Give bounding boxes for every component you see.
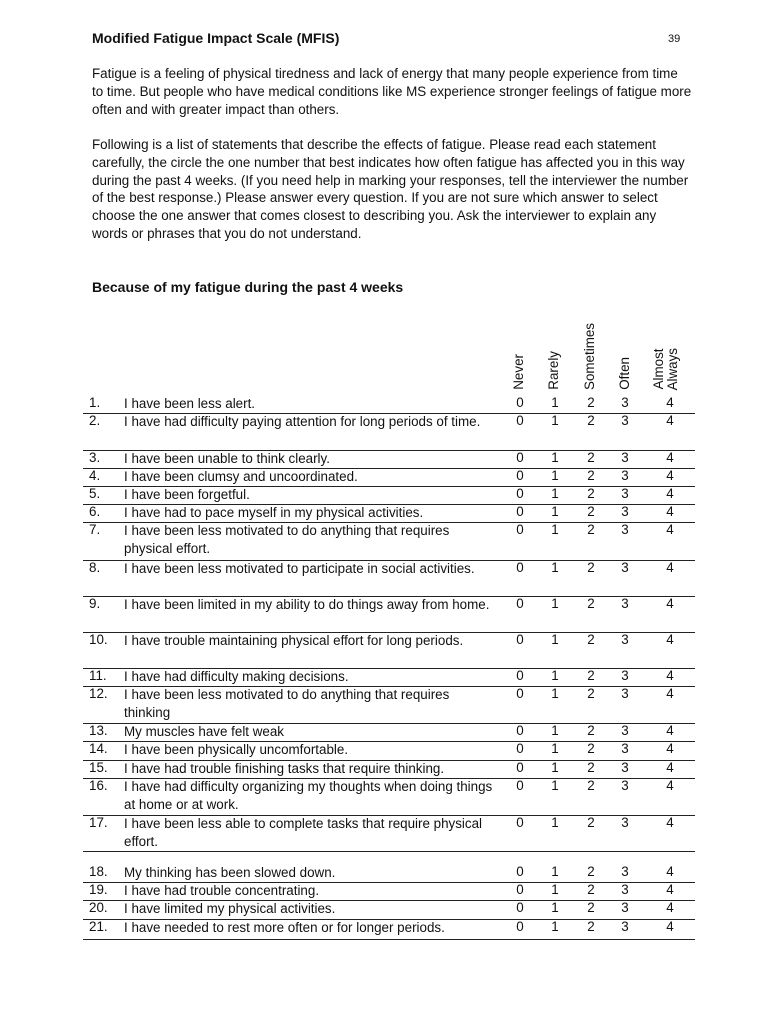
item-number: 15. bbox=[89, 760, 108, 775]
response-option-2[interactable]: 2 bbox=[587, 900, 595, 915]
response-option-1[interactable]: 1 bbox=[551, 815, 559, 830]
table-row bbox=[83, 815, 695, 852]
item-number: 13. bbox=[89, 723, 108, 738]
response-option-3[interactable]: 3 bbox=[621, 632, 629, 647]
response-option-3[interactable]: 3 bbox=[621, 778, 629, 793]
table-row bbox=[83, 864, 695, 883]
column-header-label: Never bbox=[511, 354, 526, 390]
intro-paragraph-2: Following is a list of statements that describe the effects of fatigue. Please read each statement carefully, the circle the one number that best indicates how often fatigue has affected you in this way during the past 4 weeks. (If you need help in marking your responses, tell the interviewer the number of the best response.) Please answer every question. If you are not sure which answer to select choose the one answer that comes closest to describing you. Ask the interviewer to explain any words or phrases that you do not understand. bbox=[92, 137, 689, 241]
response-option-2[interactable]: 2 bbox=[587, 413, 595, 428]
response-option-0[interactable]: 0 bbox=[516, 882, 524, 897]
item-statement: I have been limited in my ability to do things away from home. bbox=[124, 597, 490, 612]
response-option-0[interactable]: 0 bbox=[516, 815, 524, 830]
item-statement: I have been physically uncomfortable. bbox=[124, 742, 349, 757]
response-option-2[interactable]: 2 bbox=[587, 596, 595, 611]
item-number: 10. bbox=[89, 632, 108, 647]
response-option-4[interactable]: 4 bbox=[666, 504, 674, 519]
response-option-2[interactable]: 2 bbox=[587, 504, 595, 519]
item-number: 18. bbox=[89, 864, 108, 879]
table-row bbox=[83, 522, 695, 561]
response-option-1[interactable]: 1 bbox=[551, 522, 559, 537]
table-row bbox=[83, 504, 695, 523]
response-option-4[interactable]: 4 bbox=[666, 919, 674, 934]
item-statement: I have been less alert. bbox=[124, 396, 256, 411]
column-header-label: Sometimes bbox=[582, 323, 597, 390]
table-row bbox=[83, 413, 695, 451]
response-option-4[interactable]: 4 bbox=[666, 686, 674, 701]
response-option-0[interactable]: 0 bbox=[516, 919, 524, 934]
response-option-4[interactable]: 4 bbox=[666, 468, 674, 483]
response-option-2[interactable]: 2 bbox=[587, 686, 595, 701]
response-option-0[interactable]: 0 bbox=[516, 668, 524, 683]
table-row bbox=[83, 468, 695, 487]
item-statement: I have limited my physical activities. bbox=[124, 901, 336, 916]
response-option-2[interactable]: 2 bbox=[587, 468, 595, 483]
table-row bbox=[83, 560, 695, 597]
table-row bbox=[83, 596, 695, 633]
response-option-0[interactable]: 0 bbox=[516, 468, 524, 483]
item-number: 20. bbox=[89, 900, 108, 915]
response-option-3[interactable]: 3 bbox=[621, 882, 629, 897]
item-number: 12. bbox=[89, 686, 108, 701]
response-option-4[interactable]: 4 bbox=[666, 723, 674, 738]
response-option-0[interactable]: 0 bbox=[516, 486, 524, 501]
response-option-1[interactable]: 1 bbox=[551, 778, 559, 793]
item-number: 6. bbox=[89, 504, 101, 519]
response-option-2[interactable]: 2 bbox=[587, 560, 595, 575]
response-option-4[interactable]: 4 bbox=[666, 632, 674, 647]
response-option-2[interactable]: 2 bbox=[587, 486, 595, 501]
item-statement: I have had to pace myself in my physical activities. bbox=[124, 505, 424, 520]
column-header-label: Almost Always bbox=[651, 347, 680, 390]
table-row bbox=[83, 919, 695, 940]
table-row bbox=[83, 486, 695, 505]
table-row bbox=[83, 632, 695, 669]
response-option-0[interactable]: 0 bbox=[516, 596, 524, 611]
item-number: 2. bbox=[89, 413, 101, 428]
column-header-3 bbox=[618, 300, 636, 390]
item-number: 16. bbox=[89, 778, 108, 793]
response-option-2[interactable]: 2 bbox=[587, 395, 595, 410]
response-option-1[interactable]: 1 bbox=[551, 632, 559, 647]
response-option-2[interactable]: 2 bbox=[587, 668, 595, 683]
column-header-1 bbox=[547, 300, 565, 390]
response-option-2[interactable]: 2 bbox=[587, 882, 595, 897]
response-option-1[interactable]: 1 bbox=[551, 919, 559, 934]
response-option-3[interactable]: 3 bbox=[621, 486, 629, 501]
item-statement: My muscles have felt weak bbox=[124, 724, 285, 739]
response-option-4[interactable]: 4 bbox=[666, 413, 674, 428]
response-option-0[interactable]: 0 bbox=[516, 864, 524, 879]
response-option-3[interactable]: 3 bbox=[621, 468, 629, 483]
response-option-0[interactable]: 0 bbox=[516, 504, 524, 519]
item-statement: I have had difficulty making decisions. bbox=[124, 669, 349, 684]
table-row bbox=[83, 686, 695, 724]
item-number: 14. bbox=[89, 741, 108, 756]
response-option-3[interactable]: 3 bbox=[621, 560, 629, 575]
response-option-3[interactable]: 3 bbox=[621, 504, 629, 519]
response-option-2[interactable]: 2 bbox=[587, 450, 595, 465]
table-row bbox=[83, 760, 695, 779]
item-statement: I have trouble maintaining physical effort for long periods. bbox=[124, 633, 464, 648]
response-option-1[interactable]: 1 bbox=[551, 468, 559, 483]
section-heading: Because of my fatigue during the past 4 weeks bbox=[92, 279, 404, 295]
item-statement: I have needed to rest more often or for longer periods. bbox=[124, 920, 445, 935]
response-option-0[interactable]: 0 bbox=[516, 900, 524, 915]
response-option-0[interactable]: 0 bbox=[516, 450, 524, 465]
response-option-1[interactable]: 1 bbox=[551, 486, 559, 501]
response-option-0[interactable]: 0 bbox=[516, 741, 524, 756]
response-option-2[interactable]: 2 bbox=[587, 815, 595, 830]
response-option-4[interactable]: 4 bbox=[666, 900, 674, 915]
response-option-3[interactable]: 3 bbox=[621, 900, 629, 915]
response-option-2[interactable]: 2 bbox=[587, 919, 595, 934]
table-row bbox=[83, 723, 695, 742]
response-option-1[interactable]: 1 bbox=[551, 560, 559, 575]
response-option-4[interactable]: 4 bbox=[666, 486, 674, 501]
response-option-4[interactable]: 4 bbox=[666, 560, 674, 575]
response-option-3[interactable]: 3 bbox=[621, 395, 629, 410]
response-option-3[interactable]: 3 bbox=[621, 413, 629, 428]
response-option-4[interactable]: 4 bbox=[666, 864, 674, 879]
item-statement: My thinking has been slowed down. bbox=[124, 865, 336, 880]
response-option-4[interactable]: 4 bbox=[666, 450, 674, 465]
response-option-4[interactable]: 4 bbox=[666, 760, 674, 775]
response-option-2[interactable]: 2 bbox=[587, 741, 595, 756]
item-statement: I have been less able to complete tasks that require physical effort. bbox=[124, 816, 483, 849]
response-option-1[interactable]: 1 bbox=[551, 596, 559, 611]
response-option-3[interactable]: 3 bbox=[621, 668, 629, 683]
response-option-2[interactable]: 2 bbox=[587, 632, 595, 647]
item-statement: I have had trouble concentrating. bbox=[124, 883, 320, 898]
item-number: 7. bbox=[89, 522, 101, 537]
table-row bbox=[83, 450, 695, 469]
item-statement: I have been clumsy and uncoordinated. bbox=[124, 469, 358, 484]
column-header-4 bbox=[652, 300, 686, 390]
item-statement: I have been less motivated to do anything that requires physical effort. bbox=[124, 523, 450, 556]
response-option-1[interactable]: 1 bbox=[551, 668, 559, 683]
item-number: 19. bbox=[89, 882, 108, 897]
response-option-1[interactable]: 1 bbox=[551, 686, 559, 701]
response-option-2[interactable]: 2 bbox=[587, 723, 595, 738]
response-option-4[interactable]: 4 bbox=[666, 395, 674, 410]
response-option-1[interactable]: 1 bbox=[551, 900, 559, 915]
table-row bbox=[83, 882, 695, 901]
response-option-0[interactable]: 0 bbox=[516, 413, 524, 428]
response-option-1[interactable]: 1 bbox=[551, 395, 559, 410]
table-row bbox=[83, 741, 695, 761]
item-statement: I have been less motivated to do anything that requires thinking bbox=[124, 687, 450, 720]
response-option-4[interactable]: 4 bbox=[666, 778, 674, 793]
response-option-1[interactable]: 1 bbox=[551, 741, 559, 756]
response-option-1[interactable]: 1 bbox=[551, 864, 559, 879]
item-number: 11. bbox=[89, 668, 107, 683]
response-option-0[interactable]: 0 bbox=[516, 723, 524, 738]
item-statement: I have been less motivated to participate in social activities. bbox=[124, 561, 475, 576]
response-option-3[interactable]: 3 bbox=[621, 596, 629, 611]
response-option-3[interactable]: 3 bbox=[621, 864, 629, 879]
response-option-4[interactable]: 4 bbox=[666, 668, 674, 683]
response-option-2[interactable]: 2 bbox=[587, 778, 595, 793]
response-option-0[interactable]: 0 bbox=[516, 778, 524, 793]
response-option-0[interactable]: 0 bbox=[516, 560, 524, 575]
response-option-4[interactable]: 4 bbox=[666, 596, 674, 611]
response-option-0[interactable]: 0 bbox=[516, 522, 524, 537]
item-statement: I have been forgetful. bbox=[124, 487, 250, 502]
response-option-4[interactable]: 4 bbox=[666, 815, 674, 830]
response-option-3[interactable]: 3 bbox=[621, 919, 629, 934]
response-option-3[interactable]: 3 bbox=[621, 522, 629, 537]
page-number: 39 bbox=[668, 33, 681, 45]
response-option-3[interactable]: 3 bbox=[621, 741, 629, 756]
table-row bbox=[83, 778, 695, 816]
response-option-4[interactable]: 4 bbox=[666, 741, 674, 756]
response-option-3[interactable]: 3 bbox=[621, 815, 629, 830]
column-header-label: Rarely bbox=[546, 351, 561, 390]
response-option-3[interactable]: 3 bbox=[621, 723, 629, 738]
item-number: 9. bbox=[89, 596, 101, 611]
table-row bbox=[83, 395, 695, 414]
column-header-0 bbox=[512, 300, 530, 390]
response-option-0[interactable]: 0 bbox=[516, 760, 524, 775]
item-number: 3. bbox=[89, 450, 101, 465]
table-row bbox=[83, 900, 695, 920]
item-statement: I have had difficulty paying attention for long periods of time. bbox=[124, 414, 481, 429]
response-option-4[interactable]: 4 bbox=[666, 882, 674, 897]
item-number: 5. bbox=[89, 486, 101, 501]
response-option-1[interactable]: 1 bbox=[551, 882, 559, 897]
response-option-1[interactable]: 1 bbox=[551, 760, 559, 775]
item-number: 21. bbox=[89, 919, 108, 934]
response-option-3[interactable]: 3 bbox=[621, 450, 629, 465]
item-number: 17. bbox=[89, 815, 108, 830]
item-number: 1. bbox=[89, 395, 101, 410]
response-option-2[interactable]: 2 bbox=[587, 760, 595, 775]
response-option-2[interactable]: 2 bbox=[587, 864, 595, 879]
item-statement: I have had difficulty organizing my thoughts when doing things at home or at work. bbox=[124, 779, 493, 812]
intro-paragraph-1: Fatigue is a feeling of physical tiredness and lack of energy that many people experience from time to time. But people who have medical conditions like MS experience stronger feelings of fatigue more often and with greater impact than others. bbox=[92, 66, 692, 117]
response-option-1[interactable]: 1 bbox=[551, 504, 559, 519]
response-option-0[interactable]: 0 bbox=[516, 632, 524, 647]
item-statement: I have been unable to think clearly. bbox=[124, 451, 330, 466]
response-option-3[interactable]: 3 bbox=[621, 760, 629, 775]
response-option-1[interactable]: 1 bbox=[551, 723, 559, 738]
response-option-2[interactable]: 2 bbox=[587, 522, 595, 537]
item-number: 4. bbox=[89, 468, 101, 483]
column-header-label: Often bbox=[617, 357, 632, 390]
item-number: 8. bbox=[89, 560, 101, 575]
item-statement: I have had trouble finishing tasks that require thinking. bbox=[124, 761, 445, 776]
response-option-1[interactable]: 1 bbox=[551, 450, 559, 465]
response-option-3[interactable]: 3 bbox=[621, 686, 629, 701]
column-header-2 bbox=[583, 300, 601, 390]
response-option-1[interactable]: 1 bbox=[551, 413, 559, 428]
table-row bbox=[83, 668, 695, 687]
response-option-4[interactable]: 4 bbox=[666, 522, 674, 537]
page-title: Modified Fatigue Impact Scale (MFIS) bbox=[92, 30, 340, 46]
response-option-0[interactable]: 0 bbox=[516, 395, 524, 410]
response-option-0[interactable]: 0 bbox=[516, 686, 524, 701]
